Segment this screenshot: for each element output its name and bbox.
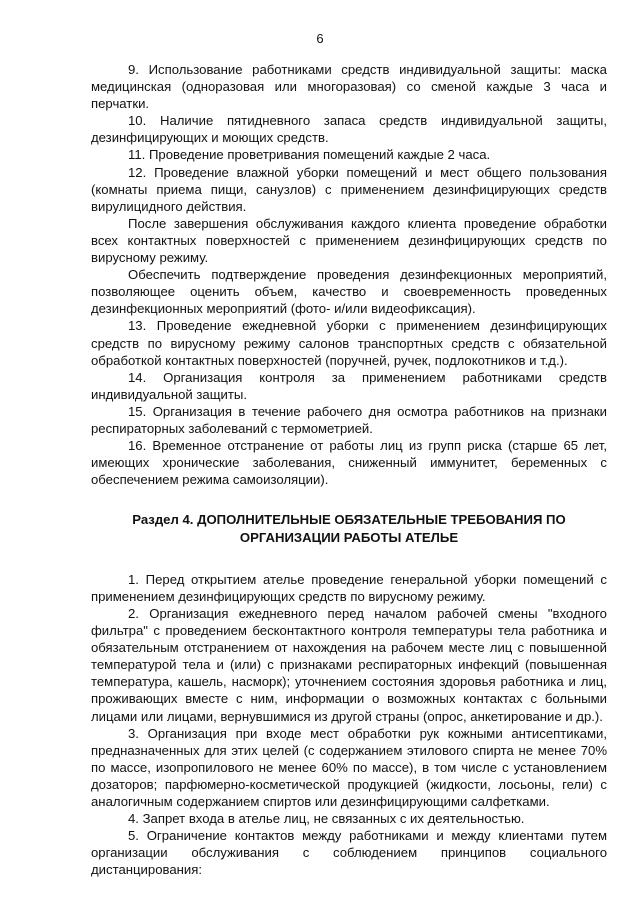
section-title: Раздел 4. ДОПОЛНИТЕЛЬНЫЕ ОБЯЗАТЕЛЬНЫЕ ТРЕБОВАНИЯ ПО ОРГАНИЗАЦИИ РАБОТЫ АТЕЛЬЕ bbox=[132, 512, 566, 545]
paragraph-item-16: 16. Временное отстранение от работы лиц из групп риска (старше 65 лет, имеющих хронические заболевания, сниженный иммунитет, беременных с обеспечением режима самоизоляции). bbox=[91, 438, 607, 488]
section-paragraph-1: 1. Перед открытием ателье проведение генеральной уборки помещений с применением дезинфицирующих средств по вирусному режиму. bbox=[91, 571, 607, 604]
section-paragraph-3: 3. Организация при входе мест обработки рук кожными антисептиками, предназначенных для этих целей (с содержанием этилового спирта не менее 70% по массе, изопропилового не менее 60% по массе), в том числе с установлением дозаторов; парфюмерно-косметической продукцией (жидкости, лосьоны, гели) с аналогичным содержанием спиртов или дезинфицирующими салфетками. bbox=[91, 725, 607, 809]
paragraph-item-13: 13. Проведение ежедневной уборки с применением дезинфицирующих средств по вирусному режиму салонов транспортных средств с обязательной обработкой контактных поверхностей (поручней, ручек, подлокотников и т.д.). bbox=[91, 318, 607, 368]
paragraph-item-15: 15. Организация в течение рабочего дня осмотра работников на признаки респираторных заболеваний с термометрией. bbox=[91, 403, 607, 436]
section-paragraph-4: 4. Запрет входа в ателье лиц, не связанных с их деятельностью. bbox=[128, 811, 525, 827]
paragraph-item-12: 12. Проведение влажной уборки помещений и мест общего пользования (комнаты приема пищи, санузлов) с применением дезинфицирующих средств вирулицидного действия. bbox=[91, 164, 607, 214]
paragraph-item-14: 14. Организация контроля за применением работниками средств индивидуальной защиты. bbox=[91, 369, 607, 402]
paragraph-contact-surfaces: После завершения обслуживания каждого клиента проведение обработки всех контактных поверхностей с применением дезинфицирующих средств по вирусному режиму. bbox=[91, 215, 607, 266]
document-body bbox=[91, 61, 607, 878]
section-paragraph-2: 2. Организация ежедневного перед началом рабочей смены "входного фильтра" с проведением бесконтактного контроля температуры тела работника и обязательным отстранением от нахождения на рабочем месте лиц с повышенной температурой тела и (или) с признаками респираторных инфекций (повышенная температура, кашель, насморк); уточнением состояния здоровья работника и лиц, проживающих вместе с ним, информации о возможных контактах с больными лицами или лицами, вернувшимися из другой страны (опрос, анкетирование и др.). bbox=[91, 605, 607, 724]
paragraph-item-10: 10. Наличие пятидневного запаса средств индивидуальной защиты, дезинфицирующих и моющих средств. bbox=[91, 113, 607, 146]
paragraph-item-9: 9. Использование работниками средств индивидуальной защиты: маска медицинская (одноразовая или многоразовая) со сменой каждые 3 часа и перчатки. bbox=[91, 62, 607, 112]
page-number: 6 bbox=[316, 31, 324, 46]
paragraph-item-11: 11. Проведение проветривания помещений каждые 2 часа. bbox=[128, 147, 491, 163]
section-paragraph-5: 5. Ограничение контактов между работниками и между клиентами путем организации обслуживания с соблюдением принципов социального дистанцирования: bbox=[91, 828, 607, 878]
paragraph-disinfection-confirmation: Обеспечить подтверждение проведения дезинфекционных мероприятий, позволяющее оценить объем, качество и своевременность проведенных дезинфекционных мероприятий (фото- и/или видеофиксация). bbox=[91, 267, 607, 317]
